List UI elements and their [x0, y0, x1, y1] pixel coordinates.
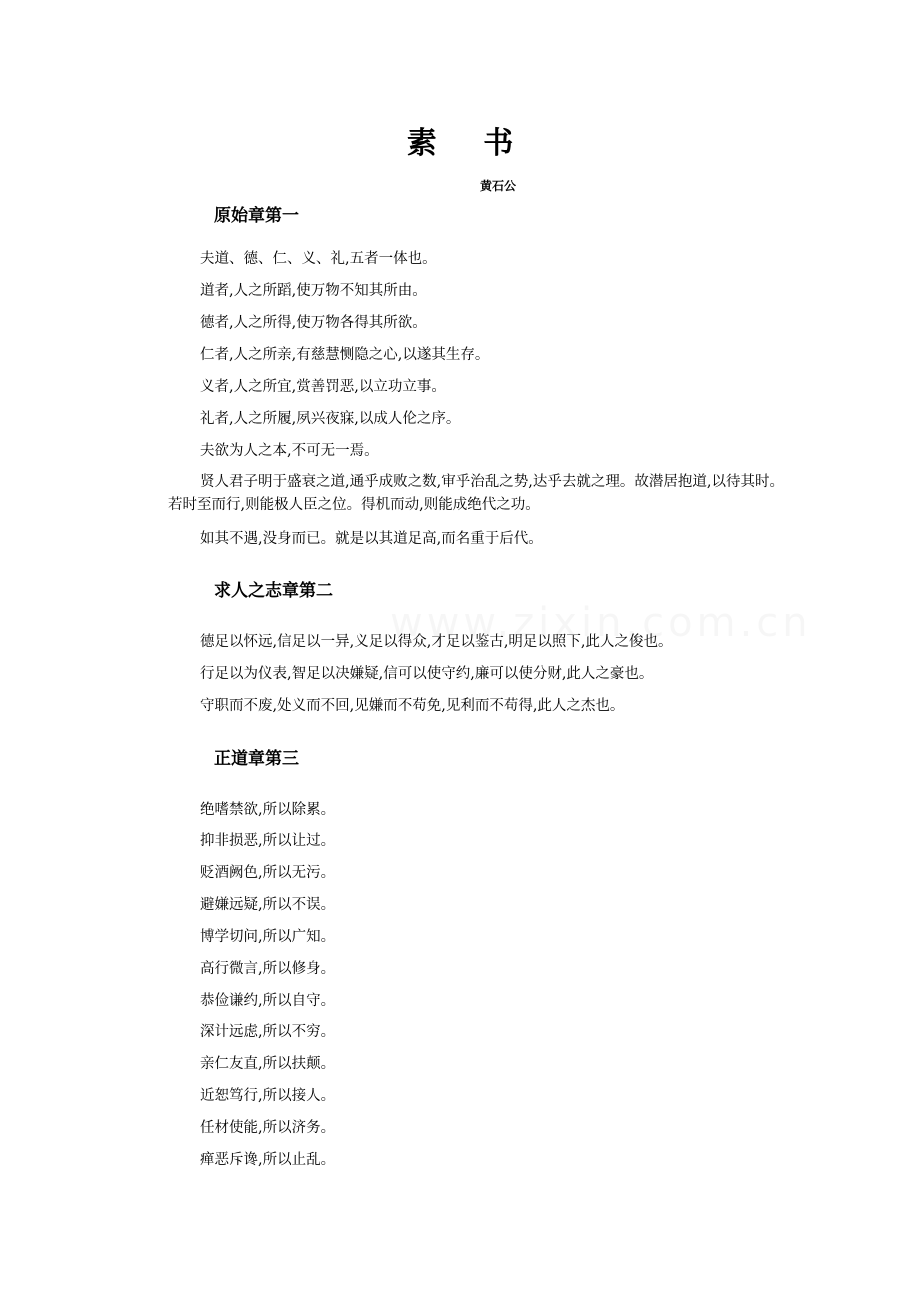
- paragraph: 夫欲为人之本,不可无一焉。: [200, 443, 379, 459]
- paragraph: 德者,人之所得,使万物各得其所欲。: [200, 315, 427, 331]
- paragraph: 义者,人之所宜,赏善罚恶,以立功立事。: [200, 379, 446, 395]
- paragraph: 仁者,人之所亲,有慈慧恻隐之心,以遂其生存。: [200, 347, 490, 363]
- paragraph: 亲仁友直,所以扶颠。: [200, 1056, 336, 1072]
- paragraph: 贬酒阙色,所以无污。: [200, 865, 336, 881]
- chapter-heading: 求人之志章第二: [214, 581, 333, 601]
- paragraph: 道者,人之所蹈,使万物不知其所由。: [200, 283, 427, 299]
- document-author: 黄石公: [480, 179, 517, 193]
- paragraph: 行足以为仪表,智足以决嫌疑,信可以使守约,廉可以使分财,此人之豪也。: [200, 666, 654, 682]
- paragraph: 博学切问,所以广知。: [200, 929, 336, 945]
- paragraph: 恭俭谦约,所以自守。: [200, 993, 336, 1009]
- chapter-heading: 正道章第三: [214, 749, 299, 769]
- paragraph: 深计远虑,所以不穷。: [200, 1024, 336, 1040]
- paragraph: 礼者,人之所履,夙兴夜寐,以成人伦之序。: [200, 411, 461, 427]
- paragraph: 任材使能,所以济务。: [200, 1120, 336, 1136]
- document-title: 素 书: [406, 126, 532, 161]
- paragraph: 如其不遇,没身而已。就是以其道足高,而名重于后代。: [200, 531, 543, 547]
- paragraph: 瘅恶斥谗,所以止乱。: [200, 1152, 336, 1168]
- chapter-heading: 原始章第一: [214, 206, 299, 226]
- paragraph: 德足以怀远,信足以一异,义足以得众,才足以鉴古,明足以照下,此人之俊也。: [200, 634, 673, 650]
- paragraph: 贤人君子明于盛衰之道,通乎成败之数,审乎治乱之势,达乎去就之理。故潜居抱道,以待其时。若时至而行,则能极人臣之位。得机而动,则能成绝代之功。: [168, 474, 784, 513]
- paragraph: 近恕笃行,所以接人。: [200, 1088, 336, 1104]
- paragraph: 守职而不废,处义而不回,见嫌而不苟免,见利而不苟得,此人之杰也。: [200, 698, 625, 714]
- paragraph: 高行微言,所以修身。: [200, 961, 336, 977]
- paragraph: 绝嗜禁欲,所以除累。: [200, 802, 336, 818]
- paragraph: 避嫌远疑,所以不误。: [200, 897, 336, 913]
- paragraph: 抑非损恶,所以让过。: [200, 833, 336, 849]
- paragraph: 夫道、德、仁、义、礼,五者一体也。: [200, 251, 437, 267]
